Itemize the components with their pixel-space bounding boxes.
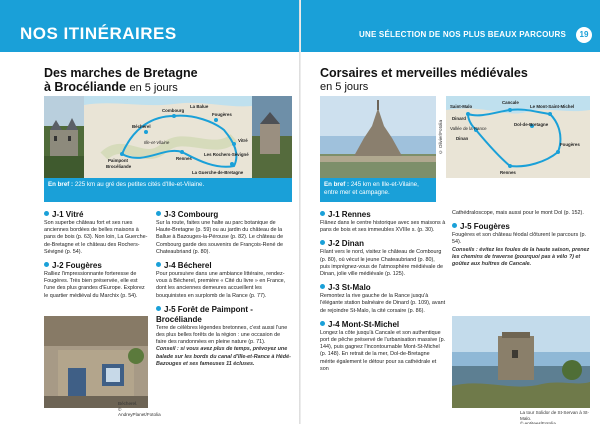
left-castle-photo: [44, 96, 84, 178]
tip-text: Conseil : si vous avez plus de temps, prévoyez une balade sur les bords du canal d'Ille-et-Rance à Hédé-Bazouges et ses fameuses 11 écluses.: [156, 346, 291, 367]
map-label: Vitré: [238, 138, 248, 143]
map-label: Le Mont-Saint-Michel: [530, 104, 575, 109]
map-label: Les Rochers-Sévigné: [204, 152, 249, 157]
day-heading: J-4 Mont-St-Michel: [320, 320, 446, 330]
tour-solidor-photo: [452, 316, 590, 408]
left-column-1: [44, 210, 148, 300]
left-duration: en 5 jours: [129, 82, 178, 94]
day-text: Flânez dans le centre historique avec ses maisons à pans de bois et ses immeubles XVIIIe s. (p. 30).: [320, 220, 446, 234]
day-heading: J-3 Combourg: [156, 210, 292, 220]
page-number: 19: [576, 27, 592, 43]
mont-saint-michel-photo: [320, 96, 436, 178]
tip-text: Conseils : évitez les foules de la haute saison, prenez les chemins de traverse (pourquoi pas à vélo ?) et goûtez aux huîtres de Cancale.: [452, 246, 590, 268]
right-route-map: [446, 96, 590, 178]
section-title: NOS ITINÉRAIRES: [20, 24, 177, 43]
day-text: Pour poursuivre dans une ambiance littéraire, rendez-vous à Bécherel, première « Cité du livre » en France, dont les anciennes demeures accueillent les bouquinistes en surplomb de la Rance (p. 77).: [156, 271, 286, 299]
map-label: La Guerche-de-Bretagne: [192, 170, 244, 175]
day-heading: J-4 Bécherel: [156, 261, 292, 271]
day-text: Son superbe château fort et ses rues anciennes bordées de belles maisons à pans de bois (p. 63). Non loin, La Guerche-de-Bretagne et le château des Rochers-Sévigné (p. 54).: [44, 220, 148, 255]
map-label: Cancale: [502, 100, 519, 105]
left-en-bref: En bref : 225 km au gré des petites cités d'Ille-et-Vilaine.: [44, 178, 292, 202]
map-label: Dol-de-Bretagne: [514, 122, 549, 127]
map-label: Saint-Malo: [450, 104, 473, 109]
solidor-caption: La tour Solidor de St-Servan à St-Malo. © entitees/Fotolia: [520, 410, 589, 424]
map-label: Dinard: [452, 116, 466, 121]
right-header-band: [301, 0, 600, 52]
becherel-caption: Bécherel. © AndreyPlanet/Fotolia: [118, 401, 161, 417]
left-header-band: [0, 0, 299, 52]
map-label: Dinan: [456, 136, 469, 141]
right-itinerary-title: Corsaires et merveilles médiévales en 5 jours: [320, 66, 590, 94]
day-text: Sur la route, faites une halte au parc botanique de Haute-Bretagne (p. 59) ou au jardin du château de la Ballue à Bazouges-la-Pérouse (p. 82). Le château de Combourg garde des souvenirs de François-René de Chateaubriand (p. 80).: [156, 220, 284, 255]
day-heading: J-5 Fougères: [452, 222, 590, 232]
map-label: Fougères: [560, 142, 580, 147]
day-text: Filant vers le nord, visitez le château de Combourg (p. 80), où vécut le jeune Chateaubriand (p. 80), puis imprégnez-vous de l'atmosphère médiévale de Dinan, jolie ville médiévale (p. 125).: [320, 249, 443, 278]
day-heading: J-2 Dinan: [320, 239, 446, 249]
left-column-2: [156, 210, 292, 368]
right-en-bref: En bref : 245 km en Ille-et-Vilaine, entre mer et campagne.: [320, 178, 436, 202]
day-heading: J-5 Forêt de Paimpont - Brocéliande: [156, 304, 253, 324]
map-label: Ille-et-Vilaine: [144, 140, 170, 145]
left-itinerary-title: Des marches de Bretagne à Brocéliande en 5 jours: [44, 66, 198, 94]
page-gutter: [299, 0, 301, 424]
right-column-1: [320, 210, 446, 373]
map-label: Fougères: [212, 112, 232, 117]
day-heading: J-3 St-Malo: [320, 283, 446, 293]
map-label: Rennes: [500, 170, 516, 175]
map-label: Vallée de la Rance: [450, 126, 487, 131]
map-label: Combourg: [162, 108, 185, 113]
right-duration: en 5 jours: [320, 81, 369, 93]
day-text: Terre de célèbres légendes bretonnes, c'est aussi l'une des plus belles forêts de la région : une occasion de faire des randonnées en pleine nature (p. 71).: [156, 324, 288, 346]
left-side-photo: [252, 96, 292, 178]
day-text-continued: Cathédraloscope, mais aussi pour le mont Dol (p. 152).: [452, 210, 584, 216]
day-heading: J-1 Rennes: [320, 210, 446, 220]
day-heading: J-2 Fougères: [44, 261, 148, 271]
side-credit: © Olivier/Fotolia: [438, 120, 443, 155]
left-route-map: [84, 96, 252, 178]
map-label: Paimpont: [108, 158, 129, 163]
map-label: La Balue: [190, 104, 209, 109]
right-column-2: [452, 210, 590, 268]
becherel-photo: [44, 316, 148, 408]
day-text: Remontez la rive gauche de la Rance jusqu'à l'élégante station balnéaire de Dinard (p. 109), avant de rejoindre St-Malo, la cité corsaire (p. 86).: [320, 293, 446, 314]
map-label: Rennes: [176, 156, 192, 161]
day-text: Longez la côte jusqu'à Cancale et son authentique port de pêche préservé de l'urbanisation massive (p. 144), puis gagnez l'incontournable Mont-St-Michel (p. 148). En retrait de la mer, Dol-de-Bretagne mérite également le détour pour sa cathédrale et son: [320, 329, 446, 372]
map-label: Brocéliande: [106, 164, 132, 169]
map-label: Bécherel: [132, 124, 151, 129]
section-subtitle: UNE SÉLECTION DE NOS PLUS BEAUX PARCOURS: [359, 30, 566, 39]
day-text: Fougères et son château féodal clôturent le parcours (p. 54).: [452, 232, 586, 246]
day-heading: J-1 Vitré: [44, 210, 148, 220]
day-text: Ralliez l'impressionnante forteresse de Fougères. Très bien préservée, elle est l'une des plus grandes d'Europe. Explorez le quartier médiéval du Marchix (p. 54).: [44, 271, 145, 299]
